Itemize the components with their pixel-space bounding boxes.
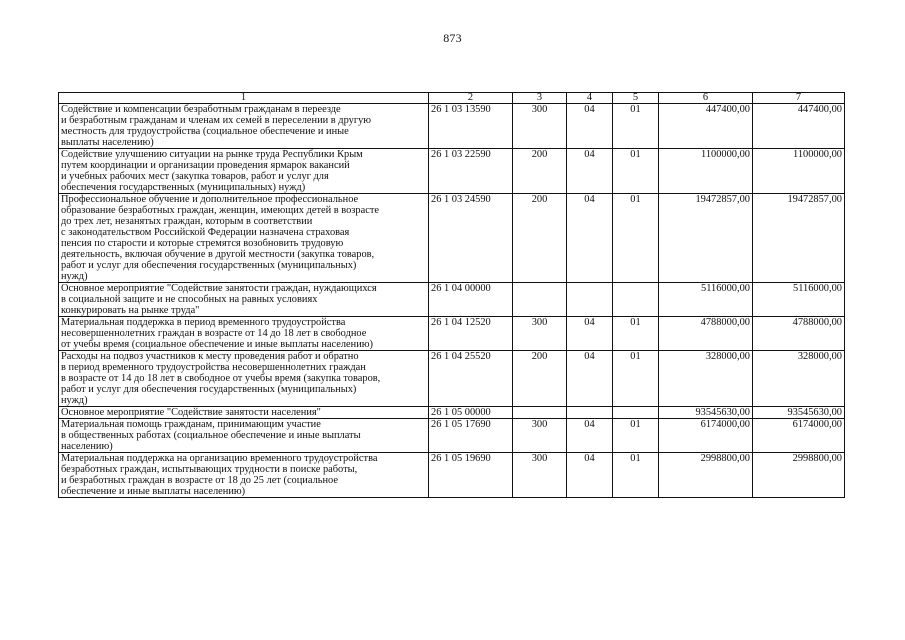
description-line: в социальной защите и не способных на равных условиях (61, 294, 318, 305)
header-col-4: 4 (567, 93, 613, 104)
description-line: выплаты населению) (61, 137, 154, 148)
target-article-code: 26 1 03 13590 (429, 104, 513, 149)
table-row (59, 317, 845, 351)
description-line: Основное мероприятие "Содействие занятости населения" (61, 407, 321, 418)
expense-type-code (513, 407, 567, 419)
section-code: 04 (567, 149, 613, 194)
amount-col-6: 5116000,00 (659, 283, 753, 317)
description-line: и безработным гражданам и членам их семей в переселении в другую (61, 115, 372, 126)
subsection-code: 01 (613, 317, 659, 351)
table-row (59, 453, 845, 498)
description-line: образование безработных граждан, женщин, имеющих детей в возрасте (61, 205, 379, 216)
description-line: нужд) (61, 395, 88, 406)
description-line: Материальная поддержка на организацию временного трудоустройства (61, 453, 378, 464)
description-line: Основное мероприятие "Содействие занятости граждан, нуждающихся (61, 283, 377, 294)
row-description (59, 149, 429, 194)
description-line: Расходы на подвоз участников к месту проведения работ и обратно (61, 351, 359, 362)
description-line: работ и услуг для обеспечения государственных (муниципальных) (61, 260, 357, 271)
table-row (59, 104, 845, 149)
amount-col-6: 19472857,00 (659, 194, 753, 283)
subsection-code (613, 283, 659, 317)
description-line: обеспечение и иные выплаты населению) (61, 486, 246, 497)
expense-type-code (513, 283, 567, 317)
header-col-6: 6 (659, 93, 753, 104)
header-col-1: 1 (59, 93, 429, 104)
target-article-code: 26 1 05 00000 (429, 407, 513, 419)
description-line: безработных граждан, испытывающих трудности в поиске работы, (61, 464, 358, 475)
subsection-code: 01 (613, 149, 659, 194)
amount-col-7: 447400,00 (753, 104, 845, 149)
amount-col-7: 6174000,00 (753, 419, 845, 453)
description-line: несовершеннолетних граждан в возрасте от 14 до 18 лет в свободное (61, 328, 367, 339)
description-line: конкурировать на рынке труда" (61, 305, 200, 316)
subsection-code: 01 (613, 419, 659, 453)
amount-col-7: 93545630,00 (753, 407, 845, 419)
table-body (59, 104, 845, 498)
header-col-3: 3 (513, 93, 567, 104)
table-row (59, 419, 845, 453)
row-description (59, 351, 429, 407)
description-line: работ и услуг для обеспечения государственных (муниципальных) (61, 384, 357, 395)
expense-type-code: 300 (513, 317, 567, 351)
expense-type-code: 300 (513, 419, 567, 453)
amount-col-6: 93545630,00 (659, 407, 753, 419)
amount-col-6: 4788000,00 (659, 317, 753, 351)
section-code (567, 283, 613, 317)
table-row (59, 351, 845, 407)
header-col-5: 5 (613, 93, 659, 104)
description-line: Материальная поддержка в период временного трудоустройства (61, 317, 346, 328)
target-article-code: 26 1 04 25520 (429, 351, 513, 407)
amount-col-7: 4788000,00 (753, 317, 845, 351)
row-description (59, 407, 429, 419)
amount-col-6: 447400,00 (659, 104, 753, 149)
amount-col-7: 328000,00 (753, 351, 845, 407)
description-line: и безработных граждан в возрасте от 18 до 25 лет (социальное (61, 475, 338, 486)
description-line: Содействие и компенсации безработным гражданам в переезде (61, 104, 341, 115)
description-line: с законодательством Российской Федерации назначена страховая (61, 227, 350, 238)
subsection-code: 01 (613, 104, 659, 149)
description-line: Материальная помощь гражданам, принимающим участие (61, 419, 321, 430)
description-line: от учебы время (социальное обеспечение и иные выплаты населению) (61, 339, 374, 350)
header-row (59, 93, 845, 104)
description-line: Содействие улучшению ситуации на рынке труда Республики Крым (61, 149, 363, 160)
amount-col-7: 5116000,00 (753, 283, 845, 317)
expense-type-code: 200 (513, 149, 567, 194)
amount-col-7: 19472857,00 (753, 194, 845, 283)
description-line: деятельность, включая обучение в другой местности (закупка товаров, (61, 249, 375, 260)
header-col-2: 2 (429, 93, 513, 104)
row-description (59, 419, 429, 453)
row-description (59, 317, 429, 351)
description-line: обеспечения государственных (муниципальных) нужд) (61, 182, 306, 193)
description-line: Профессиональное обучение и дополнительное профессиональное (61, 194, 359, 205)
target-article-code: 26 1 03 24590 (429, 194, 513, 283)
row-description (59, 453, 429, 498)
budget-table (58, 92, 845, 498)
expense-type-code: 300 (513, 104, 567, 149)
target-article-code: 26 1 05 19690 (429, 453, 513, 498)
section-code (567, 407, 613, 419)
table-row (59, 283, 845, 317)
amount-col-6: 1100000,00 (659, 149, 753, 194)
description-line: местность для трудоустройства (социальное обеспечение и иные (61, 126, 349, 137)
description-line: в возрасте от 14 до 18 лет в свободное от учебы время (закупка товаров, (61, 373, 381, 384)
table-row (59, 407, 845, 419)
page-number: 873 (443, 31, 462, 45)
target-article-code: 26 1 04 12520 (429, 317, 513, 351)
target-article-code: 26 1 05 17690 (429, 419, 513, 453)
description-line: нужд) (61, 271, 88, 282)
table-row (59, 194, 845, 283)
description-line: пенсия по старости и которые стремятся возобновить трудовую (61, 238, 344, 249)
row-description (59, 104, 429, 149)
description-line: и учебных рабочих мест (закупка товаров, работ и услуг для (61, 171, 329, 182)
description-line: в период временного трудоустройства несовершеннолетних граждан (61, 362, 366, 373)
description-line: до трех лет, незанятых граждан, которым в соответствии (61, 216, 313, 227)
section-code: 04 (567, 351, 613, 407)
row-description (59, 283, 429, 317)
amount-col-6: 6174000,00 (659, 419, 753, 453)
row-description (59, 194, 429, 283)
section-code: 04 (567, 317, 613, 351)
amount-col-7: 1100000,00 (753, 149, 845, 194)
header-col-7: 7 (753, 93, 845, 104)
target-article-code: 26 1 04 00000 (429, 283, 513, 317)
description-line: в общественных работах (социальное обеспечение и иные выплаты (61, 430, 361, 441)
subsection-code: 01 (613, 453, 659, 498)
subsection-code: 01 (613, 351, 659, 407)
subsection-code: 01 (613, 194, 659, 283)
expense-type-code: 300 (513, 453, 567, 498)
expense-type-code: 200 (513, 351, 567, 407)
section-code: 04 (567, 194, 613, 283)
expense-type-code: 200 (513, 194, 567, 283)
amount-col-6: 328000,00 (659, 351, 753, 407)
section-code: 04 (567, 104, 613, 149)
target-article-code: 26 1 03 22590 (429, 149, 513, 194)
description-line: населению) (61, 441, 113, 452)
section-code: 04 (567, 419, 613, 453)
table-row (59, 149, 845, 194)
section-code: 04 (567, 453, 613, 498)
amount-col-6: 2998800,00 (659, 453, 753, 498)
amount-col-7: 2998800,00 (753, 453, 845, 498)
description-line: путем координации и организации проведения ярмарок вакансий (61, 160, 350, 171)
subsection-code (613, 407, 659, 419)
